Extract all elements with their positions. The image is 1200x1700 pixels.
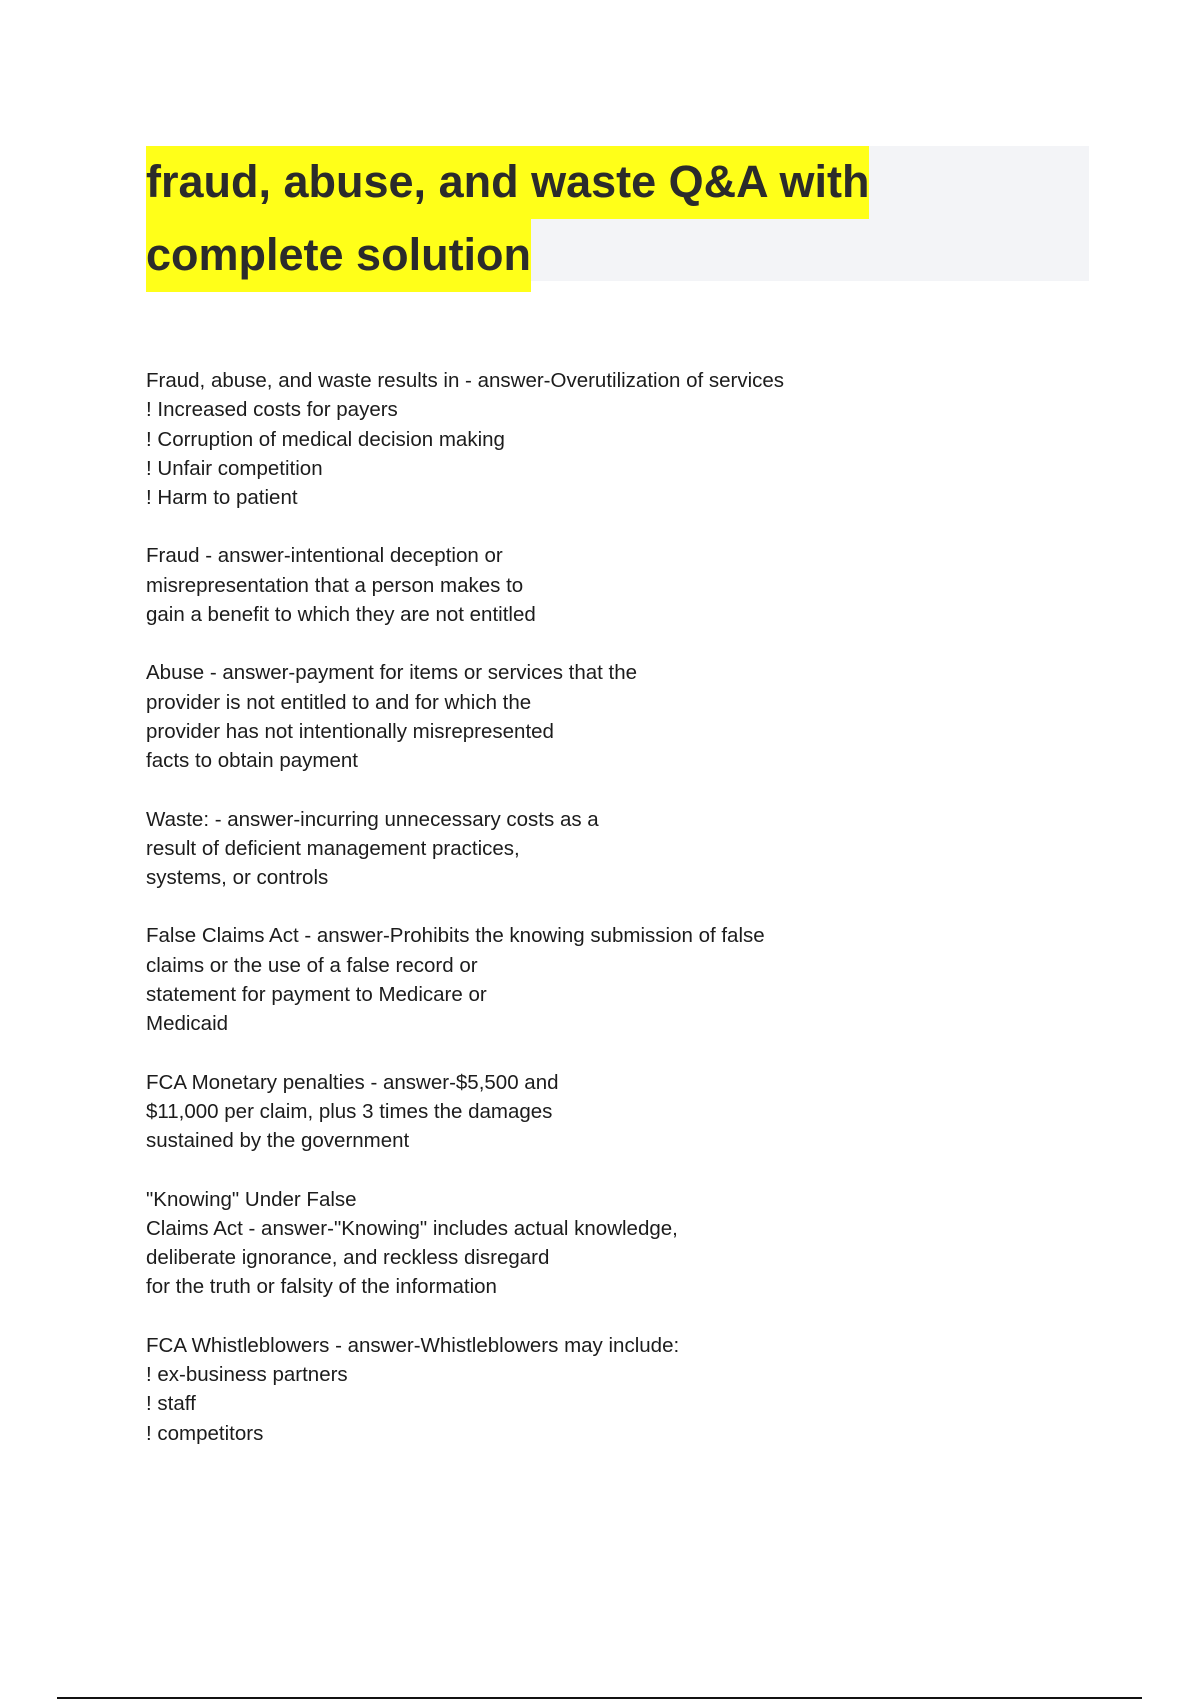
qa-text-line: claims or the use of a false record or [146,953,478,977]
qa-item [146,366,1046,512]
title-line-2: complete solution [146,219,531,292]
page-bottom-rule [57,1697,1142,1699]
qa-question-line: FCA Whistleblowers - answer-Whistleblowers may include: [146,1333,680,1357]
qa-text-line: Claims Act - answer-"Knowing" includes actual knowledge, [146,1216,678,1240]
qa-question-line: False Claims Act - answer-Prohibits the knowing submission of false [146,924,765,948]
qa-text-line: ! Corruption of medical decision making [146,427,505,451]
qa-text-line: ! Increased costs for payers [146,398,398,422]
qa-text-line: ! ex-business partners [146,1363,348,1387]
qa-question-line: Waste: - answer-incurring unnecessary costs as a [146,807,599,831]
qa-text-line: Medicaid [146,1012,229,1036]
qa-text-line: sustained by the government [146,1129,410,1153]
qa-question-line: "Knowing" Under False [146,1187,357,1211]
qa-item [146,805,1046,893]
qa-text-line: facts to obtain payment [146,749,358,773]
qa-item [146,921,1046,1038]
qa-list [146,366,1046,1477]
qa-text-line: deliberate ignorance, and reckless disregard [146,1246,550,1270]
qa-text-line: systems, or controls [146,866,329,890]
qa-question-line: Fraud - answer-intentional deception or [146,544,503,568]
qa-text-line: provider is not entitled to and for which the [146,690,532,714]
title-block [146,146,1089,281]
qa-text-line: ! staff [146,1392,196,1416]
qa-text-line: statement for payment to Medicare or [146,983,487,1007]
qa-text-line: misrepresentation that a person makes to [146,573,524,597]
qa-item [146,1068,1046,1156]
qa-text-line: result of deficient management practices, [146,836,520,860]
qa-item [146,658,1046,775]
qa-text-line: provider has not intentionally misrepresented [146,719,554,743]
qa-text-line: ! Unfair competition [146,456,323,480]
qa-item [146,1185,1046,1302]
qa-question-line: Abuse - answer-payment for items or services that the [146,661,638,685]
qa-text-line: for the truth or falsity of the information [146,1275,497,1299]
qa-question-line: FCA Monetary penalties - answer-$5,500 and [146,1070,559,1094]
qa-question-line: Fraud, abuse, and waste results in - answer-Overutilization of services [146,369,785,392]
qa-text-line: $11,000 per claim, plus 3 times the damages [146,1099,553,1123]
qa-item [146,541,1046,629]
document-title [146,146,1089,292]
qa-text-line: gain a benefit to which they are not entitled [146,603,536,627]
qa-item [146,1331,1046,1448]
qa-text-line: ! competitors [146,1421,264,1445]
qa-text-line: ! Harm to patient [146,486,298,510]
title-line-1: fraud, abuse, and waste Q&A with [146,146,869,219]
